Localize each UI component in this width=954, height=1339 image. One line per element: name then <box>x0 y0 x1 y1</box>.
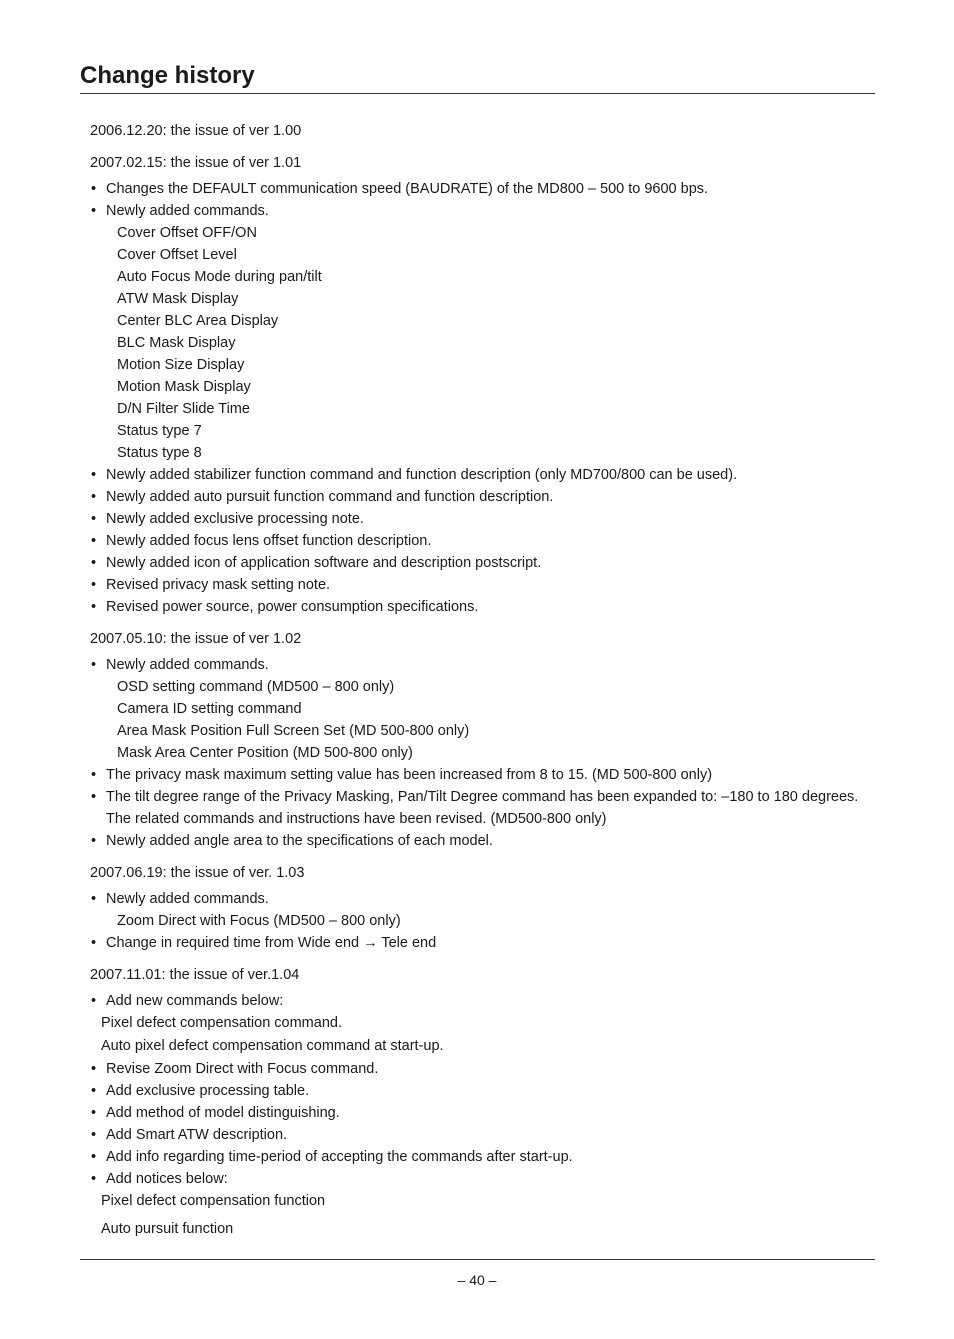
version-section-1-00 <box>90 120 870 142</box>
list-item <box>90 574 870 596</box>
change-list <box>90 888 870 954</box>
change-history-body <box>90 120 870 1250</box>
list-item <box>90 830 870 852</box>
version-section-1-04 <box>90 964 870 1240</box>
list-item <box>90 764 870 786</box>
item-text: Newly added stabilizer function command and function description (only MD700/800 can be used). <box>106 467 738 483</box>
bullet-icon: • <box>91 467 97 483</box>
sub-item: Pixel defect compensation command. <box>101 1015 342 1031</box>
sub-item: Camera ID setting command <box>117 701 302 717</box>
item-text: Newly added exclusive processing note. <box>106 511 364 527</box>
sub-item: Zoom Direct with Focus (MD500 – 800 only) <box>117 913 401 929</box>
item-text: Revised power source, power consumption specifications. <box>106 599 479 615</box>
item-text: Newly added auto pursuit function command and function description. <box>106 489 554 505</box>
bullet-icon: • <box>91 891 97 907</box>
sub-item: BLC Mask Display <box>117 335 236 351</box>
list-item <box>90 932 870 954</box>
item-text: Newly added focus lens offset function description. <box>106 533 432 549</box>
change-list <box>90 654 870 852</box>
sub-item: Status type 8 <box>117 445 202 461</box>
sub-item: Area Mask Position Full Screen Set (MD 500-800 only) <box>117 723 470 739</box>
sub-item: Motion Size Display <box>117 357 245 373</box>
bullet-icon: • <box>91 1061 97 1077</box>
list-item <box>90 596 870 618</box>
page-number: – 40 – <box>457 1272 497 1288</box>
bullet-icon: • <box>91 555 97 571</box>
bullet-icon: • <box>91 511 97 527</box>
sub-item: OSD setting command (MD500 – 800 only) <box>117 679 395 695</box>
list-item <box>90 990 870 1012</box>
list-item <box>90 1124 870 1146</box>
list-item <box>90 530 870 552</box>
item-text: Add notices below: <box>106 1171 228 1187</box>
item-text: The tilt degree range of the Privacy Masking, Pan/Tilt Degree command has been expanded to: –180 to 180 degrees. The related commands and instructions have been revised. (MD500-800 only) <box>106 789 859 827</box>
bullet-icon: • <box>91 767 97 783</box>
bullet-icon: • <box>91 1127 97 1143</box>
item-text: Add Smart ATW description. <box>106 1127 288 1143</box>
sub-item: Motion Mask Display <box>117 379 251 395</box>
list-item <box>90 508 870 530</box>
list-item <box>90 1146 870 1168</box>
sub-item: Cover Offset Level <box>117 247 237 263</box>
list-item <box>90 552 870 574</box>
list-item <box>90 486 870 508</box>
item-text: Change in required time from Wide end → Tele end <box>106 935 437 951</box>
item-text: Revise Zoom Direct with Focus command. <box>106 1061 379 1077</box>
version-section-1-01 <box>90 152 870 618</box>
item-text: Changes the DEFAULT communication speed (BAUDRATE) of the MD800 – 500 to 9600 bps. <box>106 181 709 197</box>
list-item <box>90 1102 870 1124</box>
version-heading: 2006.12.20: the issue of ver 1.00 <box>90 123 302 139</box>
version-heading: 2007.02.15: the issue of ver 1.01 <box>90 155 302 171</box>
item-text: Newly added commands. <box>106 891 269 907</box>
sub-item: Mask Area Center Position (MD 500-800 only) <box>117 745 413 761</box>
bullet-icon: • <box>91 533 97 549</box>
header-divider <box>80 93 875 94</box>
list-item <box>90 786 870 830</box>
sub-item: Cover Offset OFF/ON <box>117 225 257 241</box>
bullet-icon: • <box>91 935 97 951</box>
version-heading: 2007.05.10: the issue of ver 1.02 <box>90 631 302 647</box>
item-text: Newly added icon of application software and description postscript. <box>106 555 542 571</box>
sub-item: Auto pursuit function <box>101 1221 234 1237</box>
bullet-icon: • <box>91 203 97 219</box>
list-item <box>90 888 870 910</box>
version-heading: 2007.11.01: the issue of ver.1.04 <box>90 967 300 983</box>
list-item <box>90 1168 870 1190</box>
sub-item: ATW Mask Display <box>117 291 239 307</box>
bullet-icon: • <box>91 789 97 805</box>
bullet-icon: • <box>91 1105 97 1121</box>
change-list <box>90 990 870 1240</box>
item-text: Add exclusive processing table. <box>106 1083 310 1099</box>
version-section-1-03 <box>90 862 870 954</box>
sub-item: Auto pixel defect compensation command at start-up. <box>101 1038 444 1054</box>
bullet-icon: • <box>91 657 97 673</box>
page-title: Change history <box>80 62 255 89</box>
sub-item: Center BLC Area Display <box>117 313 279 329</box>
bullet-icon: • <box>91 1171 97 1187</box>
item-text: Revised privacy mask setting note. <box>106 577 331 593</box>
bullet-icon: • <box>91 1149 97 1165</box>
bullet-icon: • <box>91 1083 97 1099</box>
item-text: Newly added angle area to the specifications of each model. <box>106 833 493 849</box>
sub-item: Pixel defect compensation function <box>101 1193 326 1209</box>
list-item <box>90 1080 870 1102</box>
list-item <box>90 1058 870 1080</box>
version-section-1-02 <box>90 628 870 852</box>
sub-item: D/N Filter Slide Time <box>117 401 250 417</box>
item-text: Newly added commands. <box>106 203 269 219</box>
item-text: Add new commands below: <box>106 993 284 1009</box>
bullet-icon: • <box>91 577 97 593</box>
change-list <box>90 178 870 618</box>
bullet-icon: • <box>91 599 97 615</box>
list-item <box>90 200 870 222</box>
footer-divider <box>80 1259 875 1260</box>
bullet-icon: • <box>91 993 97 1009</box>
sub-item: Status type 7 <box>117 423 202 439</box>
bullet-icon: • <box>91 833 97 849</box>
bullet-icon: • <box>91 489 97 505</box>
item-text: Newly added commands. <box>106 657 269 673</box>
list-item <box>90 464 870 486</box>
item-text: Add method of model distinguishing. <box>106 1105 340 1121</box>
sub-item: Auto Focus Mode during pan/tilt <box>117 269 322 285</box>
list-item <box>90 654 870 676</box>
item-text: Add info regarding time-period of accepting the commands after start-up. <box>106 1149 573 1165</box>
bullet-icon: • <box>91 181 97 197</box>
version-heading: 2007.06.19: the issue of ver. 1.03 <box>90 865 305 881</box>
list-item <box>90 178 870 200</box>
item-text: The privacy mask maximum setting value has been increased from 8 to 15. (MD 500-800 only) <box>106 767 713 783</box>
